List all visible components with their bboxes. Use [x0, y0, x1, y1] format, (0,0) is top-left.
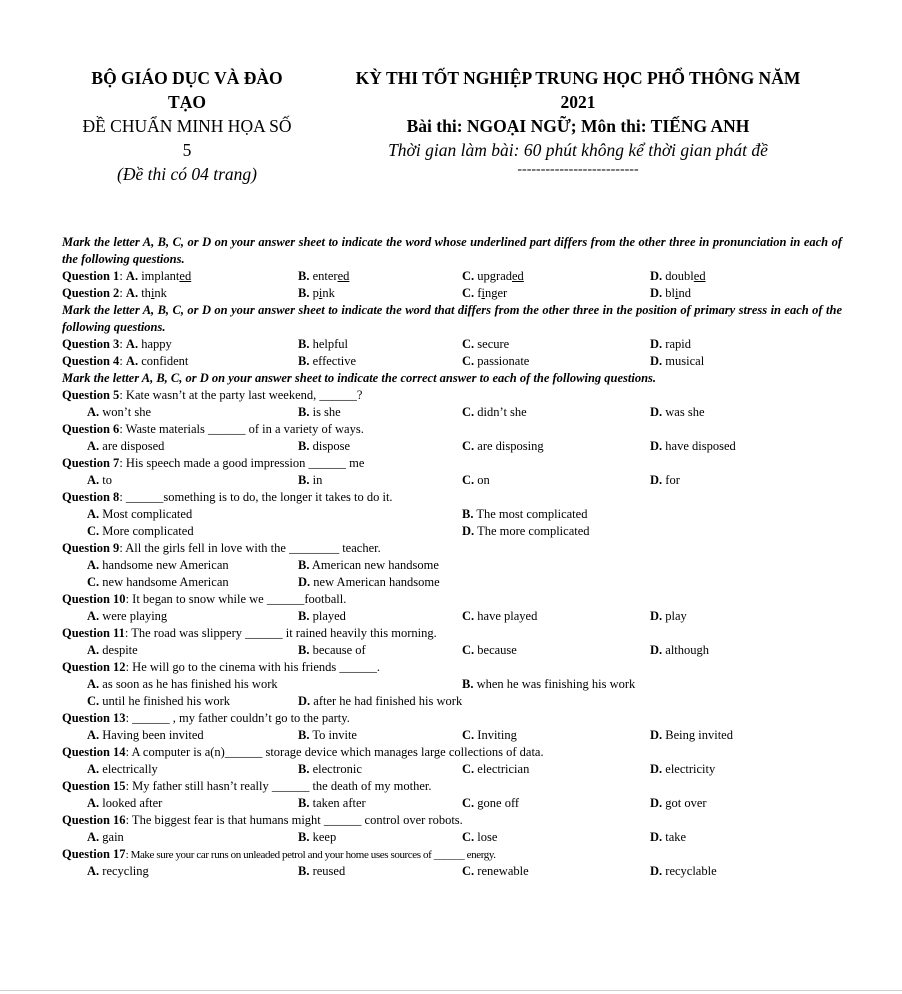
exam-time: Thời gian làm bài: 60 phút không kể thời gian phát đề	[388, 140, 768, 160]
question-12-options-cd: C. until he finished his work D. after he had finished his work	[87, 694, 463, 708]
question-6-options: A. are disposed B. dispose C. are disposing D. have disposed	[87, 439, 736, 453]
question-9-stem: Question 9: All the girls fell in love with the ________ teacher.	[62, 541, 381, 555]
subject-line: Bài thi: NGOẠI NGỮ; Môn thi: TIẾNG ANH	[406, 116, 750, 136]
question-8-options-cd: C. More complicated D. The more complicated	[87, 524, 590, 538]
ministry-name: BỘ GIÁO DỤC VÀ ĐÀO	[91, 68, 283, 88]
question-16-options: A. gain B. keep C. lose D. take	[87, 830, 687, 844]
page-bottom-border	[0, 990, 902, 991]
exam-content	[62, 234, 842, 880]
question-7-stem: Question 7: His speech made a good impression ______ me	[62, 456, 365, 470]
question-9-options-ab: A. handsome new American B. American new handsome	[87, 558, 439, 572]
exam-code: ĐỀ CHUẨN MINH HỌA SỐ	[82, 116, 292, 136]
question-5-stem: Question 5: Kate wasn’t at the party last weekend, ______?	[62, 388, 363, 402]
question-7-options: A. to B. in C. on D. for	[87, 473, 680, 487]
question-5-options: A. won’t she B. is she C. didn’t she D. was she	[87, 405, 705, 419]
exam-title: KỲ THI TỐT NGHIỆP TRUNG HỌC PHỔ THÔNG NĂM	[355, 68, 801, 88]
question-6-stem: Question 6: Waste materials ______ of in a variety of ways.	[62, 422, 364, 436]
question-8-stem: Question 8: ______something is to do, the longer it takes to do it.	[62, 490, 393, 504]
instruction-stress: Mark the letter A, B, C, or D on your answer sheet to indicate the word that differs from the other three in the position of primary stress in each of the following questions.	[62, 303, 842, 334]
question-13-options: A. Having been invited B. To invite C. Inviting D. Being invited	[87, 728, 733, 742]
question-13-stem: Question 13: ______ , my father couldn’t go to the party.	[62, 711, 350, 725]
question-17-options: A. recycling B. reused C. renewable D. recyclable	[87, 864, 717, 878]
question-16-stem: Question 16: The biggest fear is that humans might ______ control over robots.	[62, 813, 463, 827]
question-8-options-ab: A. Most complicated B. The most complicated	[87, 507, 588, 521]
question-17-stem: Question 17: Make sure your car runs on unleaded petrol and your home uses sources of ______ energy.	[62, 847, 496, 861]
question-11-stem: Question 11: The road was slippery ______ it rained heavily this morning.	[62, 626, 437, 640]
question-15-stem: Question 15: My father still hasn’t really ______ the death of my mother.	[62, 779, 432, 793]
question-15-options: A. looked after B. taken after C. gone off D. got over	[87, 796, 707, 810]
question-11-options: A. despite B. because of C. because D. although	[87, 643, 710, 657]
instruction-correct-answer: Mark the letter A, B, C, or D on your answer sheet to indicate the correct answer to each of the following questions.	[62, 371, 657, 385]
header-left	[62, 66, 312, 186]
question-3: Question 3: A. happy B. helpful C. secure D. rapid	[62, 337, 691, 351]
question-4: Question 4: A. confident B. effective C. passionate D. musical	[62, 354, 705, 368]
instruction-pronunciation: Mark the letter A, B, C, or D on your answer sheet to indicate the word whose underlined part differs from the other three in pronunciation in each of the following questions.	[62, 235, 842, 266]
exam-year: 2021	[560, 92, 596, 112]
question-9-options-cd: C. new handsome American D. new American handsome	[87, 575, 440, 589]
ministry-name-cont: TẠO	[168, 92, 206, 112]
question-10-options: A. were playing B. played C. have played D. play	[87, 609, 687, 623]
question-2: Question 2: A. think B. pink C. finger D. blind	[62, 286, 691, 300]
question-1: Question 1: A. implanted B. entered C. upgraded D. doubled	[62, 269, 706, 283]
header-right	[322, 66, 834, 178]
question-12-options-ab: A. as soon as he has finished his work B. when he was finishing his work	[87, 677, 636, 691]
pages-note: (Đề thi có 04 trang)	[117, 164, 257, 184]
exam-code-number: 5	[182, 140, 192, 160]
question-14-options: A. electrically B. electronic C. electrician D. electricity	[87, 762, 716, 776]
question-10-stem: Question 10: It began to snow while we ______football.	[62, 592, 347, 606]
question-14-stem: Question 14: A computer is a(n)______ storage device which manages large collections of data.	[62, 745, 544, 759]
header-divider: --------------------------	[517, 162, 639, 177]
question-12-stem: Question 12: He will go to the cinema with his friends ______.	[62, 660, 381, 674]
